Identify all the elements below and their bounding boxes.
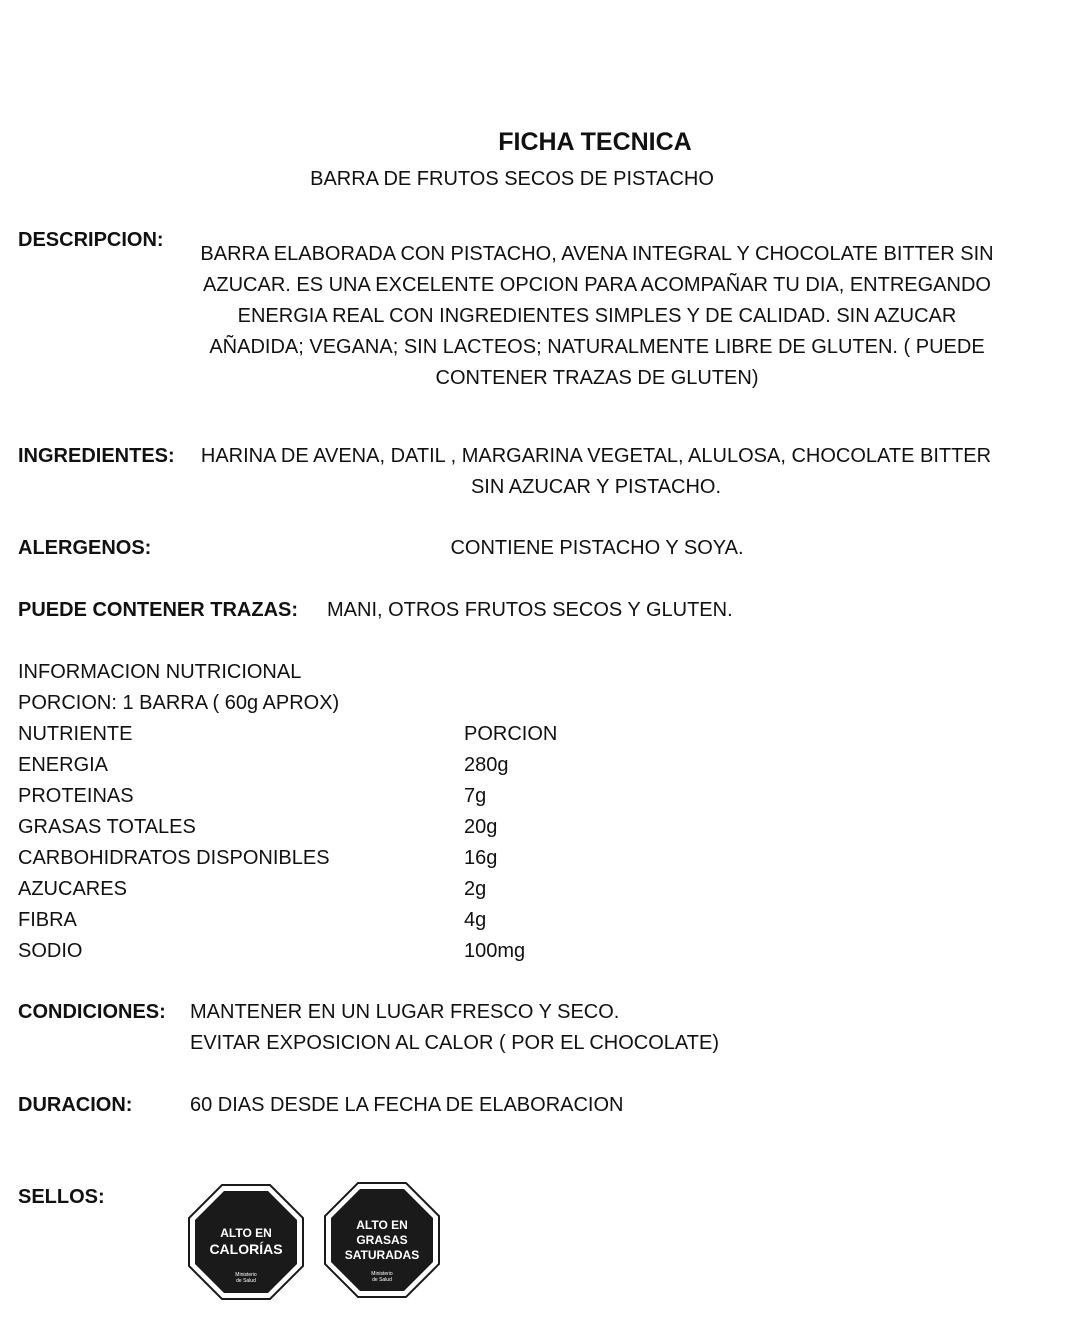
- nutrient-value: 4g: [464, 909, 487, 931]
- seal-text: GRASAS: [356, 1233, 408, 1247]
- allergens-text: CONTIENE PISTACHO Y SOYA.: [450, 537, 744, 559]
- nutrient-name: FIBRA: [18, 909, 77, 931]
- serving-size: PORCION: 1 BARRA ( 60g APROX): [18, 692, 340, 714]
- nutrient-value: 20g: [464, 816, 498, 838]
- conditions-line-1: MANTENER EN UN LUGAR FRESCO Y SECO.: [190, 1001, 620, 1023]
- nutrient-column-header: NUTRIENTE: [18, 723, 133, 745]
- nutrient-value: 16g: [464, 847, 498, 869]
- nutrient-name: SODIO: [18, 940, 83, 962]
- nutrient-value: 100mg: [464, 940, 526, 962]
- ingredients-text: HARINA DE AVENA, DATIL , MARGARINA VEGETAL, ALULOSA, CHOCOLATE BITTER SIN AZUCAR Y PISTACHO.: [200, 445, 992, 498]
- nutrient-name: PROTEINAS: [18, 785, 134, 807]
- nutrient-value: 7g: [464, 785, 487, 807]
- conditions-label: CONDICIONES:: [18, 1001, 166, 1023]
- product-name: BARRA DE FRUTOS SECOS DE PISTACHO: [310, 168, 714, 190]
- seal-footer: de Salud: [236, 1278, 256, 1284]
- traces-text: MANI, OTROS FRUTOS SECOS Y GLUTEN.: [327, 599, 733, 621]
- seal-text: SATURADAS: [344, 1248, 420, 1262]
- seal-footer: Ministerio: [371, 1271, 393, 1277]
- seal-text: ALTO EN: [356, 1218, 408, 1232]
- nutrient-name: ENERGIA: [18, 754, 109, 776]
- portion-column-header: PORCION: [464, 723, 558, 745]
- seals-label: SELLOS:: [18, 1186, 105, 1208]
- duration-label: DURACION:: [18, 1094, 133, 1116]
- seal-text: CALORÍAS: [209, 1241, 283, 1257]
- duration-text: 60 DIAS DESDE LA FECHA DE ELABORACION: [190, 1094, 624, 1116]
- seal-text: ALTO EN: [220, 1226, 272, 1240]
- description-label: DESCRIPCION:: [18, 229, 164, 251]
- allergens-label: ALERGENOS:: [18, 537, 152, 559]
- nutrient-value: 2g: [464, 878, 487, 900]
- nutrient-name: GRASAS TOTALES: [18, 816, 196, 838]
- nutrient-name: AZUCARES: [18, 878, 127, 900]
- seal-footer: Ministerio: [235, 1272, 257, 1278]
- page-title: FICHA TECNICA: [498, 128, 692, 156]
- high-calories-seal-icon: [188, 1184, 304, 1300]
- high-saturated-fat-seal-icon: [324, 1182, 440, 1298]
- conditions-line-2: EVITAR EXPOSICION AL CALOR ( POR EL CHOCOLATE): [190, 1032, 720, 1054]
- nutrition-heading: INFORMACION NUTRICIONAL: [18, 661, 302, 683]
- ingredients-label: INGREDIENTES:: [18, 445, 175, 467]
- nutrient-name: CARBOHIDRATOS DISPONIBLES: [18, 847, 330, 869]
- nutrient-value: 280g: [464, 754, 509, 776]
- seal-footer: de Salud: [372, 1277, 392, 1283]
- traces-label: PUEDE CONTENER TRAZAS:: [18, 599, 299, 621]
- description-text: BARRA ELABORADA CON PISTACHO, AVENA INTEGRAL Y CHOCOLATE BITTER SIN AZUCAR. ES UNA EXCELENTE OPCION PARA ACOMPAÑAR TU DIA, ENTREGANDO ENERGIA REAL CON INGREDIENTES SIMPLES Y DE CALIDAD. SIN AZUCAR AÑADIDA; VEGANA; SIN LACTEOS; NATURALMENTE LIBRE DE GLUTEN. ( PUEDE CONTENER TRAZAS DE GLUTEN): [200, 243, 994, 389]
